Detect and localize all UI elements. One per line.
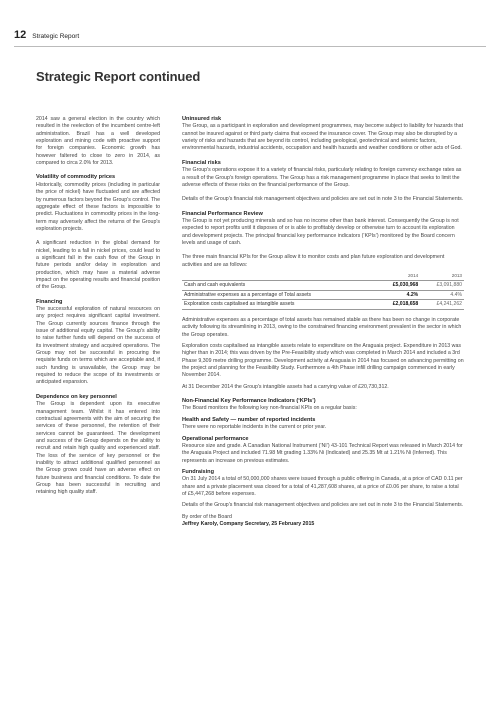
kpi-col-2013: 2013: [451, 273, 462, 279]
page-header: [14, 29, 79, 41]
admin-paragraph-2: Exploration costs capitalised as intangible assets relate to expenditure on the Araguaia project. Expenditure in 2013 was higher than in 2014; this was driven by the Pre-Feasibility study which was completed in March 2014 and included a 3rd Phase 9,309 metre drilling programme. Development activity at Araguaia in 2014 has focused on advancing permitting on the project and planning for the Feasibility Study. Furthermore a 4th Phase infill drilling campaign commenced in early November 2014.: [182, 343, 464, 379]
left-column: [36, 116, 160, 497]
key-personnel-heading: Dependence on key personnel: [36, 393, 117, 400]
page-number: 12: [14, 29, 27, 41]
kpi-value-2014: £2,018,658: [376, 300, 420, 310]
table-row: [182, 300, 464, 310]
admin-paragraph-1: Administrative expenses as a percentage of total assets has remained stable as there has been no change in corporate activity following its streamlining in 2013, owing to the constrained financing environment prevalent in the sector in which the Group operates.: [182, 316, 462, 338]
uninsured-paragraph: The Group, as a participant in exploration and development programmes, may become subject to liability for hazards that cannot be insured against or third party claims that exceed the insurance cover. The Group may also be disrupted by a variety of risks and hazards that are beyond its control, including geological, geotechnical and seismic factors, environmental hazards, industrial accidents, occupation and health hazards and weather conditions or other acts of God.: [182, 123, 464, 152]
table-row: [182, 290, 464, 300]
uninsured-heading: Uninsured risk: [182, 116, 222, 122]
kpi-value-2013: 4.4%: [420, 290, 464, 300]
kpi-label: Administrative expenses as a percentage of Total assets: [182, 290, 376, 300]
financial-risks-paragraph-1: The Group's operations expose it to a variety of financial risks, particularly relating to foreign currency exchange rates as a result of the Group's foreign operations. The Group has a risk management programme in place that seeks to limit the adverse effects of these risks on the financial performance of the Group.: [182, 167, 462, 188]
non-financial-heading: Non-Financial Key Performance Indicators (‘KPIs’): [182, 398, 316, 405]
by-order-text: By order of the Board: [182, 513, 232, 520]
operational-paragraph: Resource size and grade. A Canadian National Instrument (‘NI’) 43-101 Technical Report was released in March 2014 for the Araguaia Project and included 71.98 Mt grading 1.33% Ni (Indicated) and 25.35 Mt at 1.21% Ni (Inferred). This represents an increase on previous estimates.: [182, 442, 463, 464]
financial-risks-heading: Financial risks: [182, 159, 221, 166]
volatility-heading: Volatility of commodity prices: [36, 174, 116, 181]
table-row: [182, 281, 464, 291]
page-title: Strategic Report continued: [36, 69, 201, 84]
performance-review-paragraph-2: The three main financial KPIs for the Group allow it to monitor costs and plan future exploration and development activities and are as follows:: [182, 254, 445, 268]
volatility-paragraph-2: A significant reduction in the global demand for nickel, leading to a fall in nickel prices, could lead to a significant fall in the cash flow of the Group in future periods and/or delay in exploration and production, which may have a material adverse impact on the operating results and financial position of the Group.: [36, 240, 160, 291]
kpi-table-header-row: [182, 272, 464, 281]
admin-paragraph-3: At 31 December 2014 the Group's intangible assets had a carrying value of £20,730,312.: [182, 383, 389, 390]
kpi-value-2013: £3,091,880: [420, 281, 464, 291]
financing-heading: Financing: [36, 298, 63, 305]
kpi-value-2014: 4.2%: [376, 290, 420, 300]
performance-review-paragraph-1: The Group is not yet producing minerals and so has no income other than bank interest. Consequently the Group is not expected to report profits until it disposes of or is able to profitably develop or otherwise turn to account its exploration and development projects. The principal financial key performance indicators (‘KPIs’) monitored by the Board concern levels and usage of cash.: [182, 217, 459, 246]
kpi-table: [182, 272, 464, 310]
fundraising-heading: Fundraising: [182, 469, 215, 475]
performance-review-heading: Financial Performance Review: [182, 210, 263, 217]
financing-paragraph: The successful exploration of natural resources on any project requires significant capital investment. The Group currently sources finance through the issue of additional equity capital. The Group's ability to raise further funds will depend on the success of its investment strategy and acquired operations. The Group may not be successful in procuring the requisite funds on terms which are acceptable and, if such funding is unavailable, the Group may be required to reduce the scope of its investments or anticipated expansion.: [36, 306, 160, 386]
health-safety-heading: Health and Safety — number of reported incidents: [182, 416, 316, 423]
kpi-col-2014: 2014: [407, 273, 419, 279]
kpi-label: Exploration costs capitalised as intangible assets: [182, 300, 376, 310]
right-column: [182, 116, 464, 528]
operational-heading: Operational performance: [182, 435, 249, 442]
key-personnel-paragraph: The Group is dependent upon its executive management team. Whilst it has entered into contractual agreements with the aim of securing the services of these personnel, the retention of their services cannot be guaranteed. The development and success of the Group depends on the ability to recruit and retain high quality and experienced staff. The loss of the service of key personnel or the inability to attract additional qualified personnel as the Group grows could have an adverse effect on future business and financial conditions. To date the Group has been successful in recruiting and retaining high quality staff.: [36, 401, 160, 496]
fundraising-paragraph-2: Details of the Group's financial risk management objectives and policies are set out in note 3 to the Financial Statements.: [182, 502, 464, 509]
kpi-value-2014: £5,030,968: [376, 281, 420, 291]
section-name: Strategic Report: [32, 33, 80, 40]
intro-paragraph: 2014 saw a general election in the country which resulted in the reelection of the incumbent centre-left administration. Brazil has a well developed exploration and mining code with proactive support for foreign companies. Economic growth has however faltered to close to zero in 2014, as compared to circa 2.0% for 2013.: [36, 116, 160, 167]
non-financial-paragraph: The Board monitors the following key non-financial KPIs on a regular basis:: [182, 405, 357, 412]
kpi-value-2013: £4,241,262: [420, 300, 464, 310]
header-divider: [14, 46, 486, 47]
kpi-label: Cash and cash equivalents: [182, 281, 376, 291]
signature-line: Jeffrey Karoly, Company Secretary, 25 February 2015: [182, 521, 315, 528]
volatility-paragraph-1: Historically, commodity prices (including in particular the price of nickel) have fluctuated and are affected by numerous factors beyond the Group's control. The aggregate effect of these factors is impossible to predict. Fluctuations in commodity prices in the long-term may adversely affect the returns of the Group's exploration projects.: [36, 181, 160, 232]
financial-risks-paragraph-2: Details of the Group's financial risk management objectives and policies are set out in note 3 to the Financial Statements.: [182, 196, 464, 203]
health-safety-paragraph: There were no reportable incidents in the current or prior year.: [182, 424, 327, 431]
fundraising-paragraph-1: On 31 July 2014 a total of 50,000,000 shares were issued through a public offering in Canada, at a price of CAD 0.11 per share and a private placement was closed for a total of 41,287,608 shares, at a price of £0.06 per share, to raise a total of £5,447,268 before expenses.: [182, 476, 463, 498]
